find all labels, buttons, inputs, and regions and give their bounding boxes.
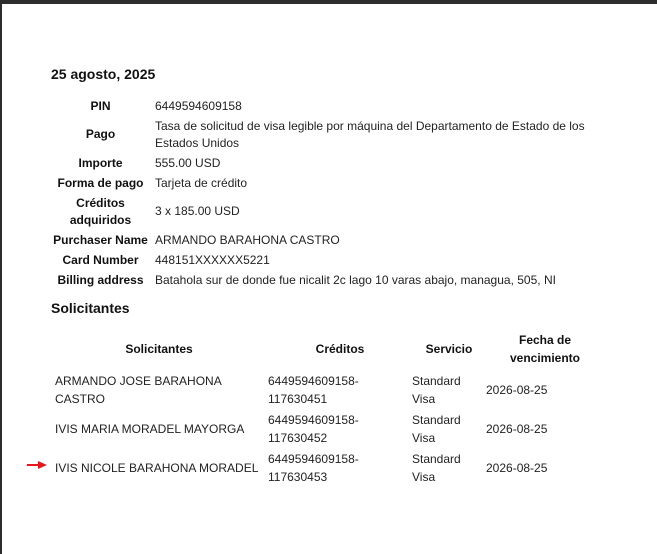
applicant-expiry: 2026-08-25 <box>486 422 548 436</box>
applicants-header-row <box>51 329 604 371</box>
detail-value: Tasa de solicitud de visa legible por máquina del Departamento de Estado de los Estados Unidos <box>155 118 585 150</box>
applicant-credit: 6449594609158-117630451 <box>268 374 359 406</box>
detail-row-billing-address <box>51 270 605 290</box>
column-header-fecha-vencimiento: Fecha de vencimiento <box>509 333 581 365</box>
detail-row-pin <box>51 96 605 116</box>
applicant-expiry: 2026-08-25 <box>486 383 548 397</box>
detail-label: Créditos adquiridos <box>69 195 132 227</box>
detail-label: Importe <box>78 155 123 170</box>
detail-label: Forma de pago <box>57 175 144 190</box>
detail-value: 3 x 185.00 USD <box>155 204 240 218</box>
detail-row-creditos-adquiridos <box>51 193 605 230</box>
detail-label: Billing address <box>57 272 144 287</box>
detail-value: Batahola sur de donde fue nicalit 2c lago 10 varas abajo, managua, 505, NI <box>155 272 556 287</box>
applicants-table <box>51 329 604 488</box>
detail-row-pago <box>51 116 605 153</box>
detail-row-card-number <box>51 250 605 270</box>
detail-label: Pago <box>85 127 116 141</box>
detail-value: Tarjeta de crédito <box>155 175 248 190</box>
column-header-creditos: Créditos <box>315 342 365 356</box>
detail-label: Purchaser Name <box>53 232 148 247</box>
applicant-service: Standard Visa <box>412 374 461 406</box>
column-header-solicitantes: Solicitantes <box>125 342 193 356</box>
applicant-name: ARMANDO JOSE BARAHONA CASTRO <box>55 374 222 406</box>
table-row <box>51 371 604 410</box>
applicant-credit: 6449594609158-117630453 <box>268 452 359 484</box>
detail-value: 6449594609158 <box>155 98 242 113</box>
column-header-servicio: Servicio <box>425 342 473 356</box>
applicant-service: Standard Visa <box>412 452 461 484</box>
applicant-expiry: 2026-08-25 <box>486 461 548 475</box>
red-arrow-icon <box>27 461 47 469</box>
table-row <box>51 449 604 488</box>
applicants-heading: Solicitantes <box>51 300 130 316</box>
detail-row-forma-de-pago <box>51 173 605 193</box>
receipt-date: 25 agosto, 2025 <box>51 66 156 82</box>
receipt-details-table <box>51 96 605 290</box>
applicant-credit: 6449594609158-117630452 <box>268 413 359 445</box>
detail-label: Card Number <box>62 252 139 267</box>
applicant-name: IVIS NICOLE BARAHONA MORADEL <box>55 461 259 475</box>
detail-value: ARMANDO BARAHONA CASTRO <box>155 232 340 247</box>
table-row <box>51 410 604 449</box>
applicant-service: Standard Visa <box>412 413 461 445</box>
detail-value: 448151XXXXXX5221 <box>155 252 270 267</box>
detail-label: PIN <box>90 98 111 113</box>
applicant-name: IVIS MARIA MORADEL MAYORGA <box>55 422 245 436</box>
detail-row-importe <box>51 153 605 173</box>
detail-value: 555.00 USD <box>155 155 221 170</box>
detail-row-purchaser-name <box>51 230 605 250</box>
